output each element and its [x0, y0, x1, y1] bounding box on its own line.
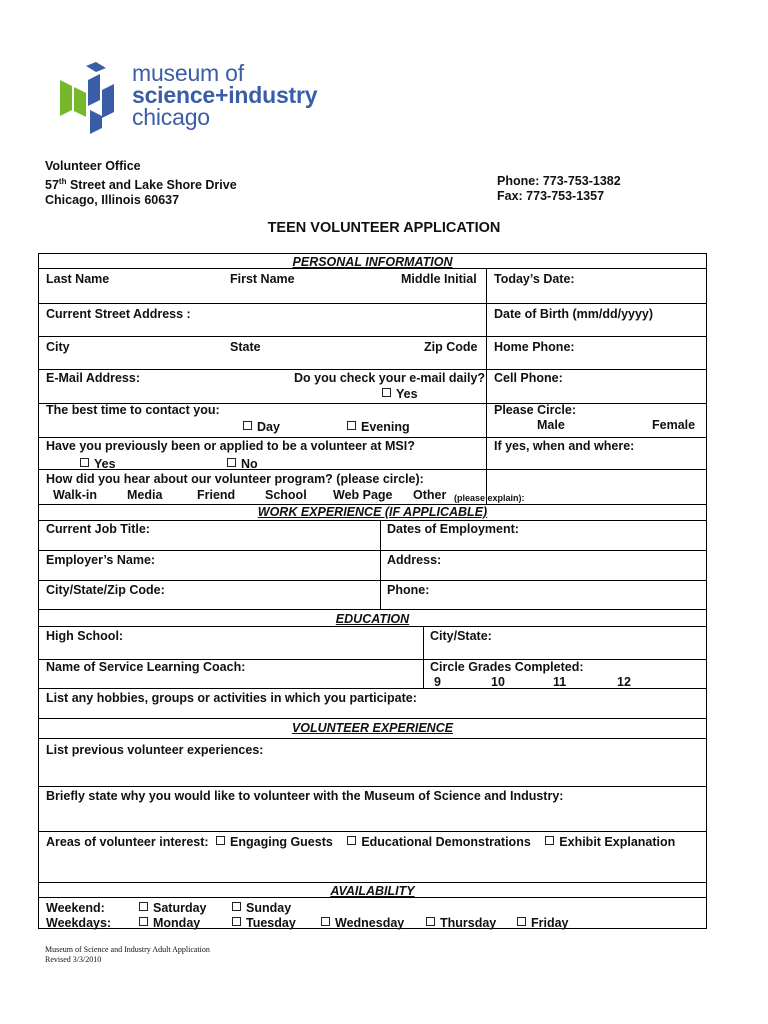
office-phone: Phone: 773-753-1382: [497, 174, 621, 188]
areas-of-interest: [46, 835, 675, 849]
checkbox-icon: [139, 917, 148, 926]
checkbox-icon: [139, 902, 148, 911]
grade-option-9[interactable]: 9: [434, 675, 441, 689]
employer-name-field[interactable]: Employer’s Name:: [46, 553, 156, 567]
day-checkbox[interactable]: Day: [243, 420, 280, 434]
cell-phone-field[interactable]: Cell Phone:: [494, 371, 563, 385]
hear-option-friend[interactable]: Friend: [197, 488, 236, 502]
office-address: [45, 159, 237, 208]
volunteer-experience-header: VOLUNTEER EXPERIENCE: [291, 721, 454, 735]
grade-option-12[interactable]: 12: [617, 675, 631, 689]
logo-line-2: science+industry: [132, 82, 318, 108]
please-circle-label: Please Circle:: [494, 403, 576, 417]
tuesday-checkbox[interactable]: Tuesday: [232, 916, 296, 930]
previous-no-checkbox[interactable]: No: [227, 457, 258, 471]
hear-option-media[interactable]: Media: [127, 488, 163, 502]
service-learning-coach-field[interactable]: Name of Service Learning Coach:: [46, 660, 246, 674]
grade-option-11[interactable]: 11: [553, 675, 567, 689]
middle-initial-field[interactable]: Middle Initial: [401, 272, 477, 286]
home-phone-field[interactable]: Home Phone:: [494, 340, 575, 354]
zip-code-field[interactable]: Zip Code: [424, 340, 478, 354]
gender-male-option[interactable]: Male: [537, 418, 565, 432]
museum-logo: [50, 60, 340, 140]
previous-yes-checkbox[interactable]: Yes: [80, 457, 116, 471]
gender-female-option[interactable]: Female: [652, 418, 696, 432]
please-explain-note: (please explain):: [454, 493, 525, 503]
checkbox-icon: [232, 902, 241, 911]
checkbox-icon: [382, 388, 391, 397]
if-yes-field[interactable]: If yes, when and where:: [494, 439, 635, 453]
education-header: EDUCATION: [335, 612, 410, 626]
areas-label: Areas of volunteer interest:: [46, 835, 209, 849]
sunday-checkbox[interactable]: Sunday: [232, 901, 291, 915]
checkbox-icon: [517, 917, 526, 926]
hear-about-question: How did you hear about our volunteer program? (please circle):: [46, 472, 424, 486]
previous-experiences-field[interactable]: List previous volunteer experiences:: [46, 743, 264, 757]
grades-completed-label: Circle Grades Completed:: [430, 660, 584, 674]
hobbies-field[interactable]: List any hobbies, groups or activities in which you participate:: [46, 691, 417, 705]
weekdays-label: Weekdays:: [46, 916, 112, 930]
checkbox-icon: [347, 421, 356, 430]
hear-option-other[interactable]: Other: [413, 488, 447, 502]
footer-revised: Revised 3/3/2010: [45, 955, 102, 964]
email-daily-question: Do you check your e-mail daily?: [294, 371, 486, 385]
date-of-birth-field[interactable]: Date of Birth (mm/dd/yyyy): [494, 307, 654, 321]
weekend-label: Weekend:: [46, 901, 105, 915]
thursday-checkbox[interactable]: Thursday: [426, 916, 496, 930]
employment-dates-field[interactable]: Dates of Employment:: [387, 522, 519, 536]
job-title-field[interactable]: Current Job Title:: [46, 522, 150, 536]
checkbox-icon: [232, 917, 241, 926]
office-contact: [497, 174, 621, 204]
availability-header: AVAILABILITY: [330, 884, 415, 898]
why-volunteer-field[interactable]: Briefly state why you would like to volunteer with the Museum of Science and Industry:: [46, 789, 564, 803]
checkbox-icon: [80, 458, 89, 467]
state-field[interactable]: State: [230, 340, 261, 354]
wednesday-checkbox[interactable]: Wednesday: [321, 916, 404, 930]
logo-line-1: museum of: [132, 60, 244, 86]
friday-checkbox[interactable]: Friday: [517, 916, 569, 930]
footer-title: Museum of Science and Industry Adult Application: [45, 945, 210, 954]
msi-logo-mark-icon: [50, 60, 130, 140]
email-field[interactable]: E-Mail Address:: [46, 371, 141, 385]
area-engaging-guests-checkbox[interactable]: Engaging Guests: [216, 835, 333, 849]
page-title: TEEN VOLUNTEER APPLICATION: [267, 220, 501, 236]
footer: [45, 945, 210, 965]
best-time-label: The best time to contact you:: [46, 403, 220, 417]
todays-date-field[interactable]: Today’s Date:: [494, 272, 575, 286]
high-school-field[interactable]: High School:: [46, 629, 124, 643]
area-educational-demonstrations-checkbox[interactable]: Educational Demonstrations: [347, 835, 530, 849]
checkbox-icon: [545, 836, 554, 845]
employer-phone-field[interactable]: Phone:: [387, 583, 430, 597]
evening-checkbox[interactable]: Evening: [347, 420, 410, 434]
checkbox-icon: [426, 917, 435, 926]
hear-option-walk-in[interactable]: Walk-in: [53, 488, 97, 502]
first-name-field[interactable]: First Name: [230, 272, 295, 286]
previous-volunteer-question: Have you previously been or applied to be a volunteer at MSI?: [46, 439, 415, 453]
hear-option-web-page[interactable]: Web Page: [333, 488, 393, 502]
school-city-state-field[interactable]: City/State:: [430, 629, 492, 643]
office-city: Chicago, Illinois 60637: [45, 193, 180, 208]
street-address-field[interactable]: Current Street Address :: [46, 307, 191, 321]
checkbox-icon: [321, 917, 330, 926]
employer-city-state-zip-field[interactable]: City/State/Zip Code:: [46, 583, 165, 597]
work-experience-header: WORK EXPERIENCE (IF APPLICABLE): [257, 505, 488, 519]
area-exhibit-explanation-checkbox[interactable]: Exhibit Explanation: [545, 835, 675, 849]
checkbox-icon: [243, 421, 252, 430]
checkbox-icon: [216, 836, 225, 845]
saturday-checkbox[interactable]: Saturday: [139, 901, 207, 915]
office-name: Volunteer Office: [45, 159, 141, 173]
checkbox-icon: [347, 836, 356, 845]
city-field[interactable]: City: [46, 340, 70, 354]
hear-option-school[interactable]: School: [265, 488, 307, 502]
checkbox-icon: [227, 458, 236, 467]
office-fax: Fax: 773-753-1357: [497, 189, 605, 203]
grade-option-10[interactable]: 10: [491, 675, 505, 689]
logo-line-3: chicago: [132, 104, 210, 130]
office-street: 57th Street and Lake Shore Drive: [45, 177, 237, 193]
last-name-field[interactable]: Last Name: [46, 272, 110, 286]
application-form: [38, 253, 707, 929]
email-daily-yes-checkbox[interactable]: Yes: [382, 387, 418, 401]
personal-info-header: PERSONAL INFORMATION: [292, 255, 453, 269]
employer-address-field[interactable]: Address:: [387, 553, 442, 567]
monday-checkbox[interactable]: Monday: [139, 916, 200, 930]
